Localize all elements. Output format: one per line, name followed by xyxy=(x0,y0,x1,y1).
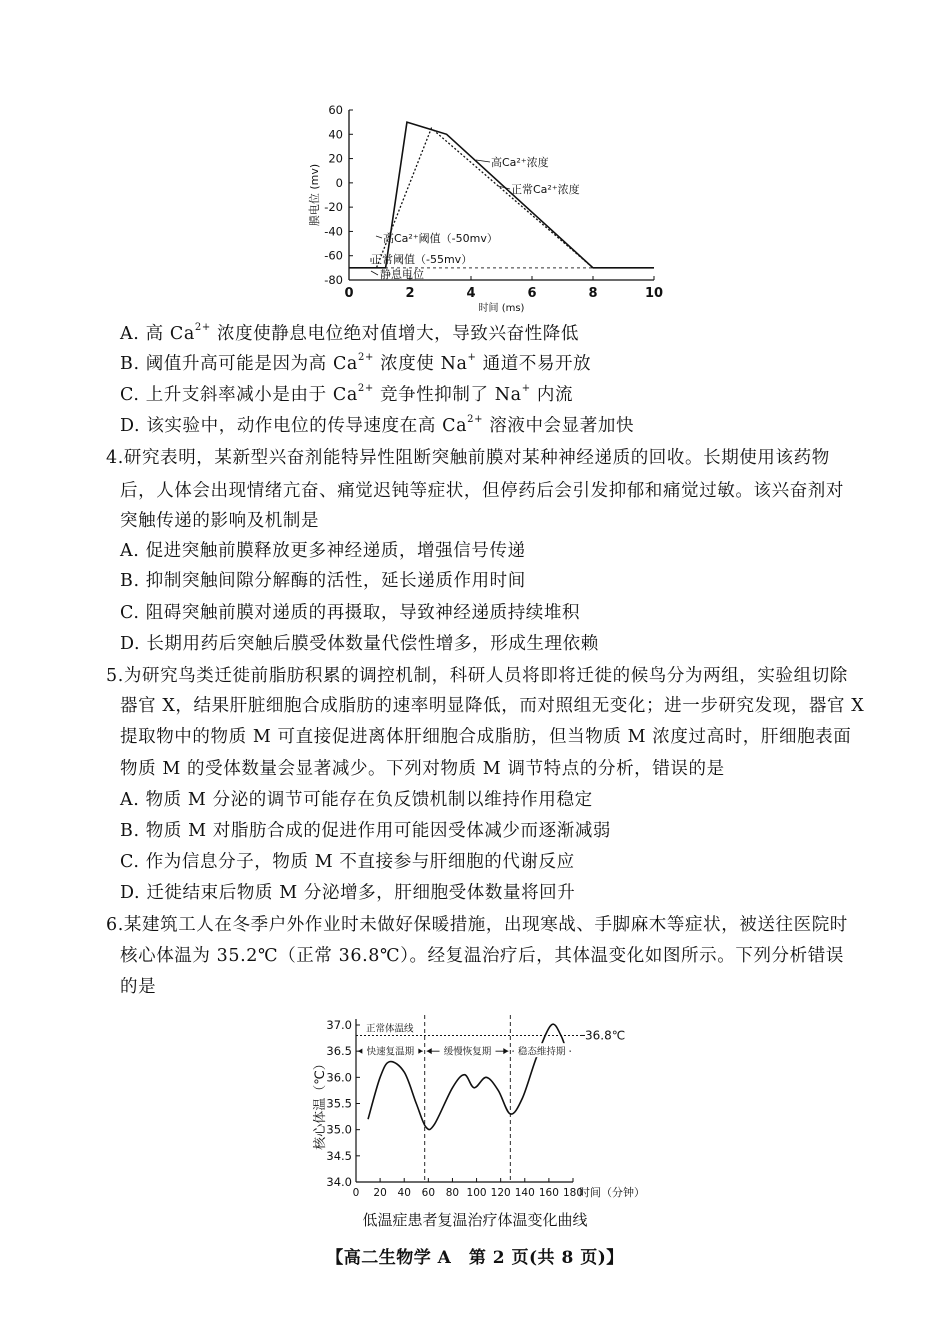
annotation-leader xyxy=(376,236,382,238)
y-axis-label: 膜电位 (mv) xyxy=(308,163,321,227)
annotation-label: 正常阈值（-55mv） xyxy=(371,253,473,266)
y-tick-label: -40 xyxy=(324,224,343,239)
annotation-label: 高Ca²⁺浓度 xyxy=(491,156,549,169)
q3-option-a xyxy=(120,322,579,346)
superscript: + xyxy=(467,352,477,363)
y-tick-label: 34.5 xyxy=(326,1148,352,1163)
annotation-leader xyxy=(371,271,378,275)
option-text: 浓度使静息电位绝对值增大，导致兴奋性降低 xyxy=(210,324,579,344)
arrow-right-icon xyxy=(418,1048,423,1054)
x-tick-label: 0 xyxy=(352,1187,360,1199)
annotation-label: 高Ca²⁺阈值（-50mv） xyxy=(383,232,498,245)
q4-stem-line-1: 4.研究表明，某新型兴奋剂能特异性阻断突触前膜对某种神经递质的回收。长期使用该药物 xyxy=(106,448,830,468)
x-axis-label: 时间 (ms) xyxy=(478,303,525,314)
q5-option-d: D. 迁徙结束后物质 M 分泌增多，肝细胞受体数量将回升 xyxy=(120,883,576,903)
x-tick-label: 180 xyxy=(562,1187,584,1199)
q5-stem-line-2: 器官 X，结果肝脏细胞合成脂肪的速率明显降低，而对照组无变化；进一步研究发现，器官 X xyxy=(120,696,865,716)
q6-stem-line-3: 的是 xyxy=(120,977,157,997)
y-tick-label: 37.0 xyxy=(326,1018,352,1032)
normal-temp-value: 36.8℃ xyxy=(585,1028,626,1043)
x-tick-label: 160 xyxy=(538,1187,559,1199)
phase-label: 快速复温期 xyxy=(366,1046,415,1058)
option-text: 内流 xyxy=(530,385,574,405)
y-tick-label: -80 xyxy=(324,273,343,287)
temperature-curve xyxy=(368,1024,568,1129)
superscript: 2+ xyxy=(357,352,374,363)
option-text: 浓度使 Na xyxy=(373,354,468,374)
q5-option-c: C. 作为信息分子，物质 M 不直接参与肝细胞的代谢反应 xyxy=(120,852,575,872)
x-tick-label: 120 xyxy=(490,1187,511,1199)
q3-option-c xyxy=(120,383,573,407)
arrow-right-icon xyxy=(503,1048,508,1054)
superscript: 2+ xyxy=(194,322,211,333)
q5-option-b: B. 物质 M 对脂肪合成的促进作用可能因受体减少而逐渐减弱 xyxy=(120,821,612,841)
chart2-annotations xyxy=(356,1015,625,1182)
x-tick-label: 2 xyxy=(405,286,415,301)
series-high-ca xyxy=(349,122,654,268)
superscript: + xyxy=(521,383,531,394)
q5-stem-line-4: 物质 M 的受体数量会显著减少。下列对物质 M 调节特点的分析，错误的是 xyxy=(120,759,725,779)
phase-label: 稳态维持期 xyxy=(517,1046,566,1058)
option-text: D. 该实验中，动作电位的传导速度在高 Ca xyxy=(120,416,468,436)
chart1-annotations xyxy=(371,155,580,281)
membrane-potential-chart xyxy=(0,0,950,330)
x-tick-label: 80 xyxy=(445,1187,460,1199)
annotation-label: 正常Ca²⁺浓度 xyxy=(511,183,580,196)
body-temperature-chart xyxy=(0,1005,950,1210)
annotation-leader xyxy=(476,160,490,162)
page-footer: 【高二生物学 A 第 2 页(共 8 页)】 xyxy=(326,1248,624,1268)
chart1-series xyxy=(349,122,654,268)
superscript: 2+ xyxy=(357,383,374,394)
q4-option-b: B. 抑制突触间隙分解酶的活性，延长递质作用时间 xyxy=(120,571,526,591)
arrow-left-icon xyxy=(427,1048,432,1054)
y-axis-label: 核心体温（℃） xyxy=(313,1057,328,1150)
series-normal-ca xyxy=(349,128,654,268)
phase-label: 缓慢恢复期 xyxy=(443,1046,492,1058)
x-tick-label: 6 xyxy=(527,286,537,301)
option-text: 溶液中会显著加快 xyxy=(483,416,635,436)
option-text: 竞争性抑制了 Na xyxy=(373,385,522,405)
x-tick-label: 4 xyxy=(466,286,476,301)
y-tick-label: 35.5 xyxy=(326,1096,352,1111)
option-text: C. 上升支斜率减小是由于 Ca xyxy=(120,385,358,405)
normal-temp-label: 正常体温线 xyxy=(366,1023,414,1035)
q5-option-a: A. 物质 M 分泌的调节可能存在负反馈机制以维持作用稳定 xyxy=(120,790,593,810)
y-tick-label: 35.0 xyxy=(326,1122,352,1137)
annotation-label: 静息电位 xyxy=(380,268,424,281)
q4-stem-line-2: 后，人体会出现情绪亢奋、痛觉迟钝等症状，但停药后会引发抑郁和痛觉过敏。该兴奋剂对 xyxy=(120,481,844,501)
y-tick-label: -60 xyxy=(324,248,343,263)
y-tick-label: 0 xyxy=(335,175,343,190)
x-tick-label: 8 xyxy=(588,286,598,301)
option-text: A. 高 Ca xyxy=(120,324,195,344)
chart1-ticks xyxy=(307,103,663,314)
q4-option-c: C. 阻碍突触前膜对递质的再摄取，导致神经递质持续堆积 xyxy=(120,603,581,623)
q3-option-d xyxy=(120,414,634,438)
x-tick-label: 60 xyxy=(421,1187,436,1199)
x-tick-label: 140 xyxy=(514,1187,535,1199)
y-tick-label: 60 xyxy=(328,103,343,117)
y-tick-label: 36.5 xyxy=(326,1044,352,1059)
x-tick-label: 100 xyxy=(466,1187,487,1199)
y-tick-label: 40 xyxy=(328,127,343,142)
y-tick-label: 20 xyxy=(328,151,343,166)
q6-stem-line-1: 6.某建筑工人在冬季户外作业时未做好保暖措施，出现寒战、手脚麻木等症状，被送往医院时 xyxy=(106,915,848,935)
q3-option-b xyxy=(120,352,591,376)
chart2-series xyxy=(368,1024,568,1129)
q4-option-d: D. 长期用药后突触后膜受体数量代偿性增多，形成生理依赖 xyxy=(120,634,599,654)
q6-stem-line-2: 核心体温为 35.2℃（正常 36.8℃）。经复温治疗后，其体温变化如图所示。下列分析错误 xyxy=(120,946,844,966)
q5-stem-line-3: 提取物中的物质 M 可直接促进离体肝细胞合成脂肪，但当物质 M 浓度过高时，肝细胞表面 xyxy=(120,727,852,747)
q4-option-a: A. 促进突触前膜释放更多神经递质，增强信号传递 xyxy=(120,541,526,561)
option-text: 通道不易开放 xyxy=(476,354,592,374)
chart2-caption: 低温症患者复温治疗体温变化曲线 xyxy=(362,1211,588,1229)
x-axis-label: 时间（分钟） xyxy=(579,1186,645,1199)
q4-stem-line-3: 突触传递的影响及机制是 xyxy=(120,511,320,531)
superscript: 2+ xyxy=(467,414,484,425)
y-tick-label: -20 xyxy=(324,200,343,215)
arrow-left-icon xyxy=(358,1048,363,1054)
q5-stem-line-1: 5.为研究鸟类迁徙前脂肪积累的调控机制，科研人员将即将迁徙的候鸟分为两组，实验组切除 xyxy=(106,666,848,686)
option-text: B. 阈值升高可能是因为高 Ca xyxy=(120,354,358,374)
x-tick-label: 10 xyxy=(644,286,664,301)
y-tick-label: 36.0 xyxy=(326,1070,352,1085)
y-tick-label: 34.0 xyxy=(326,1175,352,1189)
x-tick-label: 0 xyxy=(344,286,354,301)
x-tick-label: 20 xyxy=(373,1187,387,1199)
x-tick-label: 40 xyxy=(397,1187,411,1199)
